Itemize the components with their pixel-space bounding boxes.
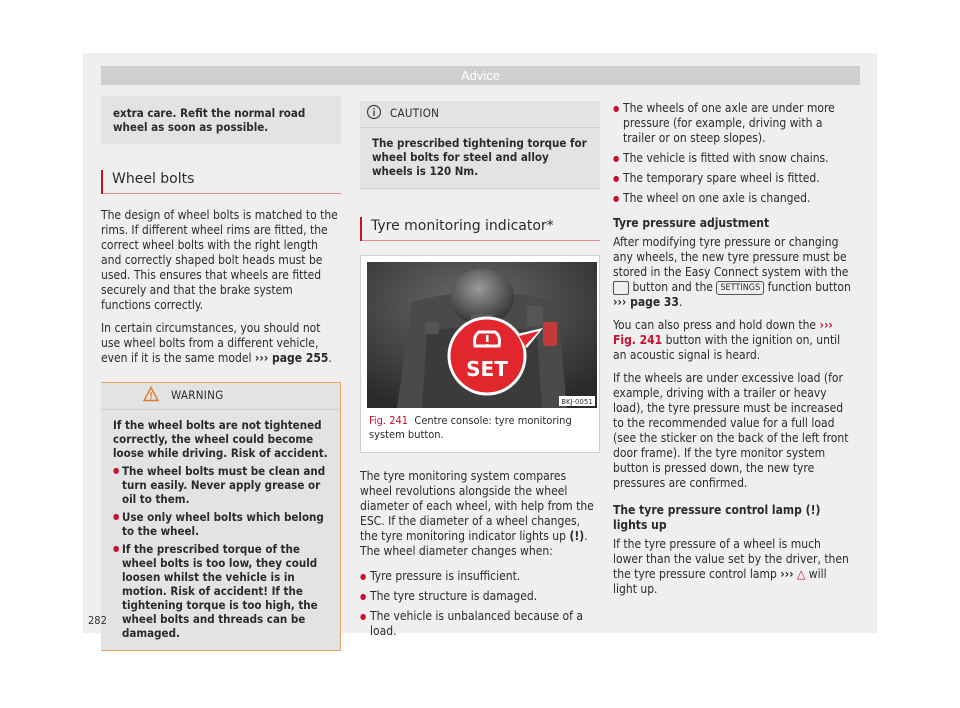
paragraph-text: button and the — [632, 280, 713, 294]
paragraph-text: After modifying tyre pressure or changing any wheels, the new tyre pressure must be stored in the Easy Connect system with the — [613, 235, 849, 279]
caution-title: CAUTION — [390, 106, 440, 120]
previous-warning-tail: extra care. Refit the normal road wheel as soon as possible. — [101, 96, 341, 144]
warning-box — [101, 382, 341, 651]
column-2 — [360, 101, 600, 639]
car-button-icon — [613, 281, 629, 295]
paragraph-text: The tyre monitoring system compares wheel revolutions alongside the wheel diameter of each wheel, with help from the ESC. If the diameter of a wheel changes, the tyre monitoring indicator lights up — [360, 469, 594, 543]
warning-item: ● If the prescribed torque of the wheel bolts is too low, they could loosen whilst the vehicle is in motion. Risk of accident! If the tightening torque is too high, the wheel bolts and threads can be damaged. — [113, 542, 328, 640]
warning-triangle-icon: △ — [797, 567, 806, 581]
list-item: ● The tyre structure is damaged. — [360, 589, 600, 604]
paragraph-text: . The wheel diameter changes when: — [360, 529, 588, 558]
list-item: ● The vehicle is unbalanced because of a load. — [360, 609, 600, 639]
paragraph-text: will light up. — [613, 567, 827, 596]
tyre-pressure-icon: (!) — [569, 529, 585, 543]
column-1 — [101, 96, 341, 651]
section-marker — [101, 170, 103, 194]
console-illustration — [367, 262, 597, 408]
subheading-text: lights up — [613, 518, 667, 532]
paragraph-text: You can also press and hold down the — [613, 318, 817, 332]
figure-link[interactable]: ››› Fig. 241 — [613, 318, 833, 347]
figure-label: Fig. 241 — [369, 414, 409, 427]
subheading — [613, 503, 853, 533]
tyre-pressure-icon: (!) — [805, 503, 821, 517]
section-title-text: Tyre monitoring indicator* — [371, 218, 554, 234]
warning-item: ● The wheel bolts must be clean and turn easily. Never apply grease or oil to them. — [113, 464, 328, 506]
list-item: ● The wheel on one axle is changed. — [613, 191, 853, 206]
period: . — [328, 351, 332, 365]
warning-header — [101, 383, 340, 410]
section-title-tyre-monitoring — [360, 219, 600, 241]
caution-body: The prescribed tightening torque for wheel bolts for steel and alloy wheels is 120 Nm. — [372, 136, 587, 178]
warning-item: ● Use only wheel bolts which belong to the wheel. — [113, 510, 328, 538]
tyre-pressure-adjustment — [613, 216, 853, 597]
paragraph — [613, 537, 853, 597]
warning-title: WARNING — [171, 388, 224, 402]
figure-caption — [367, 408, 593, 446]
paragraph: The design of wheel bolts is matched to the rims. If different wheel rims are fitted, the correct wheel bolts with the right length and correctly shaped bolt heads must be used. This ensures that wheels are fitted securely and that the brake system functions correctly. — [101, 208, 338, 312]
list-item: ● The vehicle is fitted with snow chains. — [613, 151, 853, 166]
section-title-wheel-bolts — [101, 172, 341, 194]
paragraph-text: function button — [767, 280, 851, 294]
paragraph-text: In certain circumstances, you should not use wheel bolts from a different vehicle, even if it is the same model — [101, 321, 321, 365]
list-item: ● The wheels of one axle are under more pressure (for example, driving with a trailer or on steep slopes). — [613, 101, 853, 146]
centre-console-image — [367, 262, 597, 408]
warning-triangle-icon — [143, 386, 159, 402]
caption-text: Centre console: tyre monitoring system button. — [369, 414, 572, 441]
paragraph-text: If the tyre pressure of a wheel is much lower than the value set by the driver, then the tyre pressure control lamp — [613, 537, 849, 581]
info-circle-icon — [366, 104, 382, 120]
settings-button[interactable]: SETTINGS — [716, 281, 764, 295]
caution-box — [360, 101, 600, 189]
list-item: ● Tyre pressure is insufficient. — [360, 569, 600, 584]
warning-body — [101, 410, 340, 650]
subheading: Tyre pressure adjustment — [613, 216, 770, 230]
wheel-bolts-body — [101, 208, 341, 366]
paragraph — [360, 469, 600, 559]
caution-header — [360, 101, 600, 128]
column-3 — [613, 101, 853, 597]
page-number: 282 — [88, 614, 107, 627]
list-item: ● The temporary spare wheel is fitted. — [613, 171, 853, 186]
subheading-text: The tyre pressure control lamp — [613, 503, 802, 517]
paragraph — [613, 318, 853, 363]
paragraph: After modifying tyre pressure or changing any wheels, the new tyre pressure must be stored in the Easy Connect system with the button and the SETTINGS function button ››› page 33. — [613, 235, 851, 309]
page-link[interactable]: ››› page 33 — [613, 295, 679, 309]
paragraph: If the wheels are under excessive load (for example, driving with a trailer or heavy load), the tyre pressure must be increased to the recommended value for a full load (see the sticker on the back of the left front door frame). If the tyre monitor system button is pressed down, the new tyre pressures are confirmed. — [613, 371, 849, 490]
paragraph-text: button with the ignition on, until an acoustic signal is heard. — [613, 333, 841, 362]
figure-241 — [360, 255, 600, 453]
tyre-monitoring-body — [360, 469, 600, 639]
figure-code: BKJ-0051 — [561, 398, 593, 406]
warning-link[interactable]: ››› — [780, 567, 794, 581]
chapter-header: Advice — [101, 66, 860, 85]
warning-intro: If the wheel bolts are not tightened correctly, the wheel could become loose while driving. Risk of accident. — [113, 418, 328, 460]
section-marker — [360, 217, 362, 241]
set-button-label: SET — [466, 357, 508, 381]
page-link[interactable]: ››› page 255 — [254, 351, 329, 365]
paragraph — [101, 321, 341, 366]
section-title-text: Wheel bolts — [112, 171, 195, 187]
